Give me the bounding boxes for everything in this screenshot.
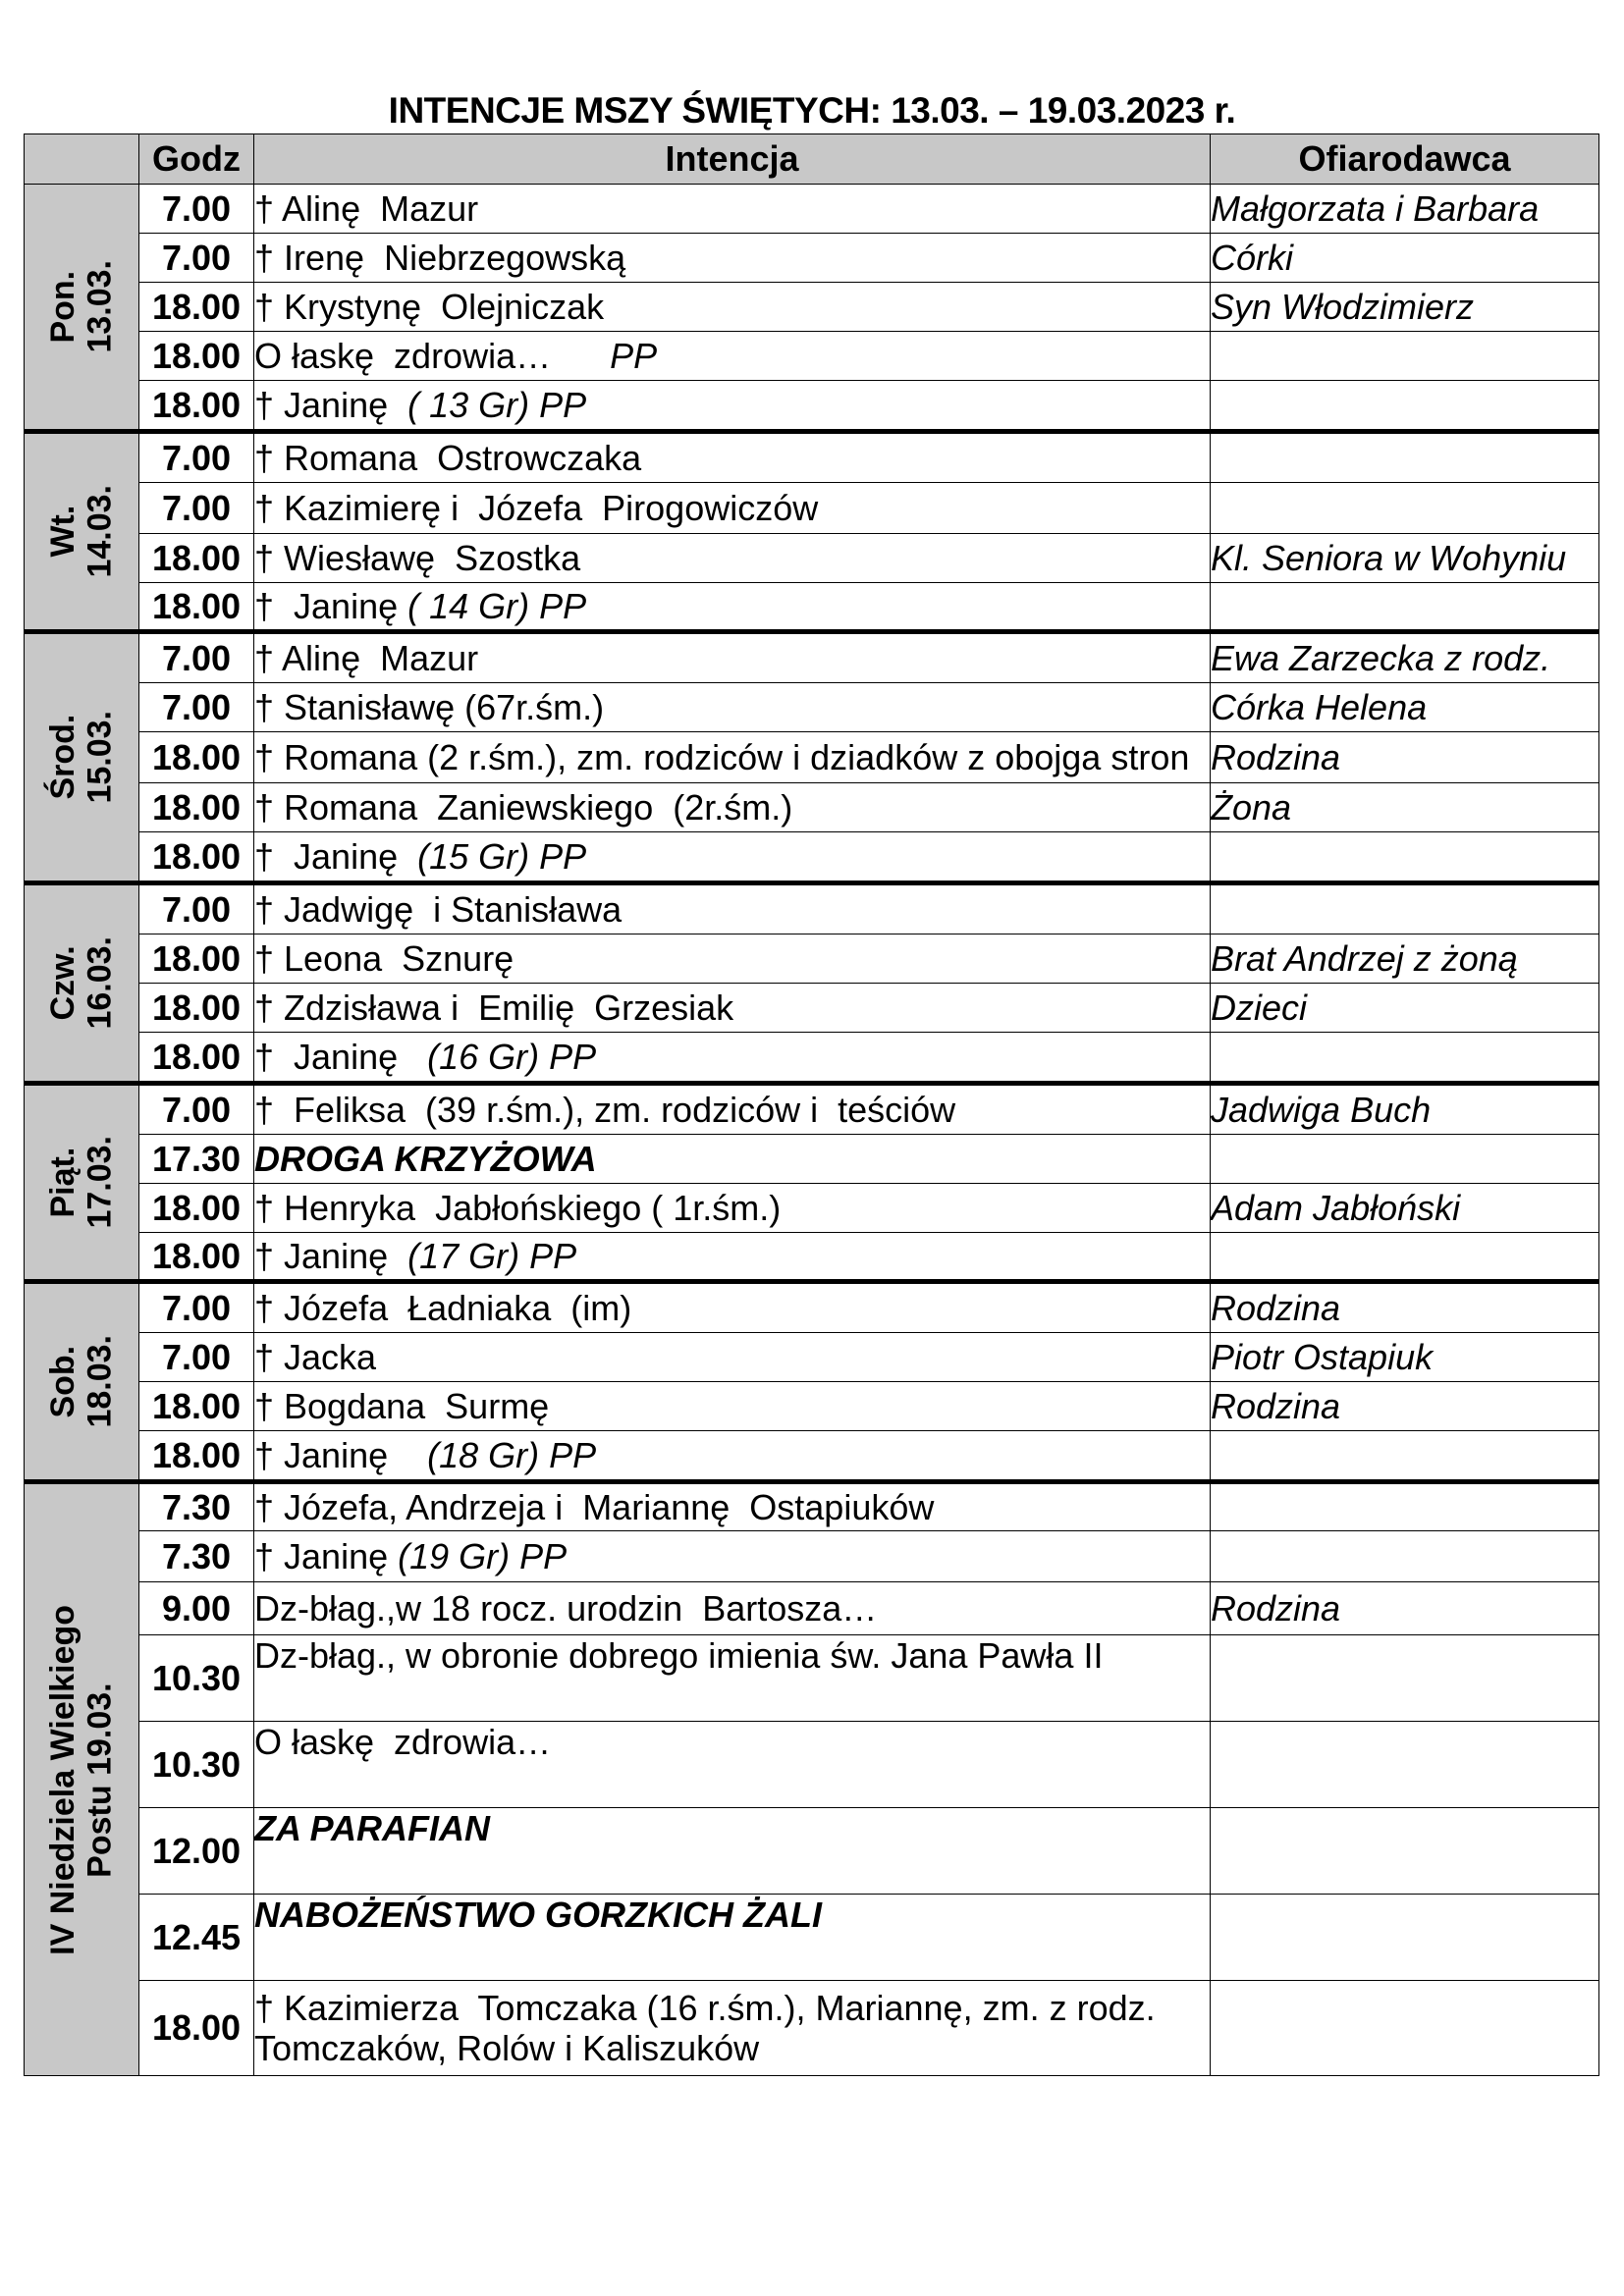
day-label-cell [25, 883, 139, 1084]
mass-intention [254, 883, 1211, 934]
mass-donor: Piotr Ostapiuk [1211, 1333, 1599, 1382]
day-date: 15.03. [81, 711, 118, 804]
intention-text: † Jacka [254, 1336, 377, 1377]
mass-donor [1211, 1135, 1599, 1184]
intention-heading: DROGA KRZYŻOWA [254, 1138, 597, 1179]
table-row [25, 632, 1599, 683]
mass-time: 9.00 [139, 1582, 254, 1635]
mass-donor [1211, 1033, 1599, 1084]
table-row [25, 783, 1599, 832]
table-row [25, 583, 1599, 632]
mass-intention [254, 1895, 1211, 1981]
mass-donor [1211, 883, 1599, 934]
intention-note: ( 14 Gr) PP [407, 585, 587, 626]
mass-time: 10.30 [139, 1722, 254, 1808]
mass-donor: Córka Helena [1211, 683, 1599, 732]
intention-text: † Janinę [254, 1434, 428, 1475]
intention-note: PP [610, 335, 658, 376]
intention-text: † Alinę Mazur [254, 637, 479, 678]
mass-time: 12.45 [139, 1895, 254, 1981]
mass-time: 18.00 [139, 1382, 254, 1431]
table-row [25, 483, 1599, 534]
intention-note: (16 Gr) PP [427, 1036, 597, 1077]
table-row [25, 1808, 1599, 1895]
mass-time: 18.00 [139, 583, 254, 632]
mass-intention [254, 432, 1211, 483]
table-row [25, 381, 1599, 432]
intention-text: † Zdzisława i Emilię Grzesiak [254, 987, 734, 1028]
header-time: Godz [139, 134, 254, 185]
mass-donor: Żona [1211, 783, 1599, 832]
table-row [25, 883, 1599, 934]
table-row [25, 1895, 1599, 1981]
mass-donor [1211, 1635, 1599, 1722]
mass-intention [254, 381, 1211, 432]
day-date: 17.03. [81, 1136, 118, 1229]
intention-text: † Józefa Ładniaka (im) [254, 1287, 632, 1328]
mass-time: 18.00 [139, 934, 254, 984]
mass-intention [254, 534, 1211, 583]
day-name: Piąt. [43, 1147, 81, 1218]
mass-time: 18.00 [139, 283, 254, 332]
day-date: 13.03. [81, 260, 118, 353]
intention-text: † Janinę [254, 1535, 399, 1576]
mass-time: 18.00 [139, 783, 254, 832]
mass-time: 18.00 [139, 534, 254, 583]
mass-donor [1211, 381, 1599, 432]
mass-donor: Adam Jabłoński [1211, 1184, 1599, 1233]
intention-text-line2: Tomczaków, Rolów i Kaliszuków [254, 2028, 760, 2068]
intention-text: † Janinę [254, 585, 408, 626]
table-row [25, 1084, 1599, 1135]
intention-text: † Leona Sznurę [254, 937, 514, 979]
day-date: Postu 19.03. [81, 1682, 118, 1878]
intention-text: † Janinę [254, 384, 408, 425]
mass-intention [254, 234, 1211, 283]
mass-time: 7.00 [139, 432, 254, 483]
mass-intention [254, 283, 1211, 332]
table-row [25, 1635, 1599, 1722]
mass-donor [1211, 583, 1599, 632]
mass-time: 18.00 [139, 1184, 254, 1233]
mass-donor: Rodzina [1211, 1582, 1599, 1635]
mass-time: 7.00 [139, 234, 254, 283]
intention-note: (19 Gr) PP [398, 1535, 568, 1576]
mass-intention [254, 1333, 1211, 1382]
mass-intention [254, 683, 1211, 732]
mass-time: 7.00 [139, 883, 254, 934]
table-row [25, 1333, 1599, 1382]
mass-donor: Syn Włodzimierz [1211, 283, 1599, 332]
mass-intention [254, 1722, 1211, 1808]
intention-text: † Janinę [254, 835, 418, 877]
intention-text: † Romana Zaniewskiego (2r.śm.) [254, 786, 793, 828]
table-row [25, 1482, 1599, 1531]
table-row [25, 1382, 1599, 1431]
table-row [25, 1233, 1599, 1282]
mass-intention [254, 1808, 1211, 1895]
mass-donor: Rodzina [1211, 732, 1599, 783]
day-name: Sob. [43, 1345, 81, 1418]
intention-text: † Wiesławę Szostka [254, 537, 581, 578]
mass-time: 18.00 [139, 1033, 254, 1084]
mass-time: 18.00 [139, 1431, 254, 1482]
day-label-cell [25, 432, 139, 632]
mass-time: 18.00 [139, 1233, 254, 1282]
header-donor: Ofiarodawca [1211, 134, 1599, 185]
mass-intention [254, 1033, 1211, 1084]
mass-time: 7.30 [139, 1482, 254, 1531]
intention-note: (18 Gr) PP [427, 1434, 597, 1475]
intention-text: † Jadwigę i Stanisława [254, 888, 623, 930]
intention-text: † Stanisławę (67r.śm.) [254, 686, 605, 727]
mass-intention [254, 1482, 1211, 1531]
mass-donor: Jadwiga Buch [1211, 1084, 1599, 1135]
header-day [25, 134, 139, 185]
mass-donor: Brat Andrzej z żoną [1211, 934, 1599, 984]
intention-text: † Romana (2 r.śm.), zm. rodziców i dziadków z obojga stron [254, 736, 1190, 777]
table-row [25, 1722, 1599, 1808]
day-name: Pon. [43, 270, 81, 344]
table-row [25, 332, 1599, 381]
table-row [25, 234, 1599, 283]
table-row [25, 1531, 1599, 1582]
mass-time: 7.00 [139, 1282, 254, 1333]
mass-time: 18.00 [139, 832, 254, 883]
mass-time: 7.00 [139, 632, 254, 683]
table-row [25, 1582, 1599, 1635]
mass-donor: Dzieci [1211, 984, 1599, 1033]
table-row [25, 984, 1599, 1033]
mass-intention [254, 332, 1211, 381]
mass-time: 7.00 [139, 683, 254, 732]
intention-text: † Kazimierę i Józefa Pirogowiczów [254, 487, 819, 528]
mass-donor: Córki [1211, 234, 1599, 283]
intention-text: † Kazimierza Tomczaka (16 r.śm.), Mariannę, zm. z rodz. [254, 1987, 1156, 2028]
mass-intention [254, 632, 1211, 683]
mass-time: 17.30 [139, 1135, 254, 1184]
mass-donor [1211, 1531, 1599, 1582]
mass-intention [254, 984, 1211, 1033]
schedule-body [25, 185, 1599, 2076]
mass-intention [254, 1981, 1211, 2076]
mass-time: 18.00 [139, 381, 254, 432]
day-name: IV Niedziela Wielkiego [43, 1604, 81, 1955]
mass-time: 18.00 [139, 984, 254, 1033]
day-date: 16.03. [81, 936, 118, 1030]
mass-intention [254, 1431, 1211, 1482]
table-row [25, 1184, 1599, 1233]
mass-donor [1211, 1808, 1599, 1895]
mass-donor [1211, 1431, 1599, 1482]
intention-text: † Krystynę Olejniczak [254, 286, 605, 327]
table-row [25, 934, 1599, 984]
day-label-cell [25, 1282, 139, 1482]
mass-time: 7.00 [139, 1333, 254, 1382]
mass-donor [1211, 483, 1599, 534]
intention-text: † Romana Ostrowczaka [254, 437, 642, 478]
day-label-cell [25, 1482, 139, 2076]
intention-text: † Janinę [254, 1036, 428, 1077]
mass-intention [254, 1233, 1211, 1282]
mass-intention [254, 1282, 1211, 1333]
header-row [25, 134, 1599, 185]
table-row [25, 1282, 1599, 1333]
table-row [25, 832, 1599, 883]
mass-intention [254, 832, 1211, 883]
mass-time: 7.30 [139, 1531, 254, 1582]
mass-intention [254, 1382, 1211, 1431]
day-name: Środ. [43, 715, 81, 800]
mass-intention [254, 1135, 1211, 1184]
mass-donor [1211, 1482, 1599, 1531]
mass-time: 7.00 [139, 483, 254, 534]
mass-donor: Rodzina [1211, 1382, 1599, 1431]
mass-donor [1211, 1981, 1599, 2076]
mass-intention [254, 185, 1211, 234]
mass-donor [1211, 432, 1599, 483]
mass-time: 18.00 [139, 1981, 254, 2076]
intention-text: Dz-błag.,w 18 rocz. urodzin Bartosza… [254, 1587, 878, 1629]
day-date: 18.03. [81, 1335, 118, 1428]
mass-intention [254, 1184, 1211, 1233]
day-label-cell [25, 185, 139, 432]
intention-note: (15 Gr) PP [417, 835, 587, 877]
intention-heading: ZA PARAFIAN [254, 1808, 490, 1848]
day-label-cell [25, 632, 139, 883]
mass-time: 10.30 [139, 1635, 254, 1722]
mass-intention [254, 1531, 1211, 1582]
mass-intention [254, 1084, 1211, 1135]
mass-intention [254, 1582, 1211, 1635]
intention-heading: NABOŻEŃSTWO GORZKICH ŻALI [254, 1895, 822, 1935]
mass-intention [254, 583, 1211, 632]
mass-donor [1211, 1895, 1599, 1981]
header-intention: Intencja [254, 134, 1211, 185]
table-row [25, 1981, 1599, 2076]
intention-text: Dz-błag., w obronie dobrego imienia św. Jana Pawła II [254, 1635, 1104, 1676]
mass-time: 18.00 [139, 332, 254, 381]
mass-donor: Ewa Zarzecka z rodz. [1211, 632, 1599, 683]
table-row [25, 185, 1599, 234]
intention-text: O łaskę zdrowia… [254, 1722, 552, 1762]
intention-text: † Bogdana Surmę [254, 1385, 550, 1426]
mass-donor: Kl. Seniora w Wohyniu [1211, 534, 1599, 583]
mass-donor [1211, 332, 1599, 381]
intention-text: † Feliksa (39 r.śm.), zm. rodziców i teściów [254, 1089, 956, 1130]
table-row [25, 283, 1599, 332]
mass-time: 7.00 [139, 1084, 254, 1135]
mass-donor: Małgorzata i Barbara [1211, 185, 1599, 234]
mass-intention [254, 934, 1211, 984]
table-row [25, 534, 1599, 583]
intention-text: † Irenę Niebrzegowską [254, 237, 626, 278]
intention-note: ( 13 Gr) PP [407, 384, 587, 425]
mass-donor: Rodzina [1211, 1282, 1599, 1333]
mass-donor [1211, 1233, 1599, 1282]
intention-text: O łaskę zdrowia… [254, 335, 611, 376]
day-name: Wt. [43, 506, 81, 558]
mass-donor [1211, 832, 1599, 883]
intention-text: † Henryka Jabłońskiego ( 1r.śm.) [254, 1187, 782, 1228]
mass-time: 7.00 [139, 185, 254, 234]
mass-time: 18.00 [139, 732, 254, 783]
table-row [25, 1033, 1599, 1084]
intention-text: † Janinę [254, 1235, 408, 1276]
mass-schedule-table [24, 133, 1599, 2076]
page-title: INTENCJE MSZY ŚWIĘTYCH: 13.03. – 19.03.2023 r. [388, 90, 1236, 131]
intention-text: † Alinę Mazur [254, 187, 479, 229]
intention-text: † Józefa, Andrzeja i Mariannę Ostapiuków [254, 1486, 935, 1527]
mass-intention [254, 783, 1211, 832]
table-row [25, 1431, 1599, 1482]
mass-donor [1211, 1722, 1599, 1808]
mass-intention [254, 1635, 1211, 1722]
table-row [25, 732, 1599, 783]
table-row [25, 432, 1599, 483]
table-row [25, 683, 1599, 732]
table-row [25, 1135, 1599, 1184]
day-name: Czw. [43, 945, 81, 1021]
mass-intention [254, 732, 1211, 783]
mass-time: 12.00 [139, 1808, 254, 1895]
day-label-cell [25, 1084, 139, 1282]
mass-intention [254, 483, 1211, 534]
intention-note: (17 Gr) PP [407, 1235, 577, 1276]
day-date: 14.03. [81, 485, 118, 578]
